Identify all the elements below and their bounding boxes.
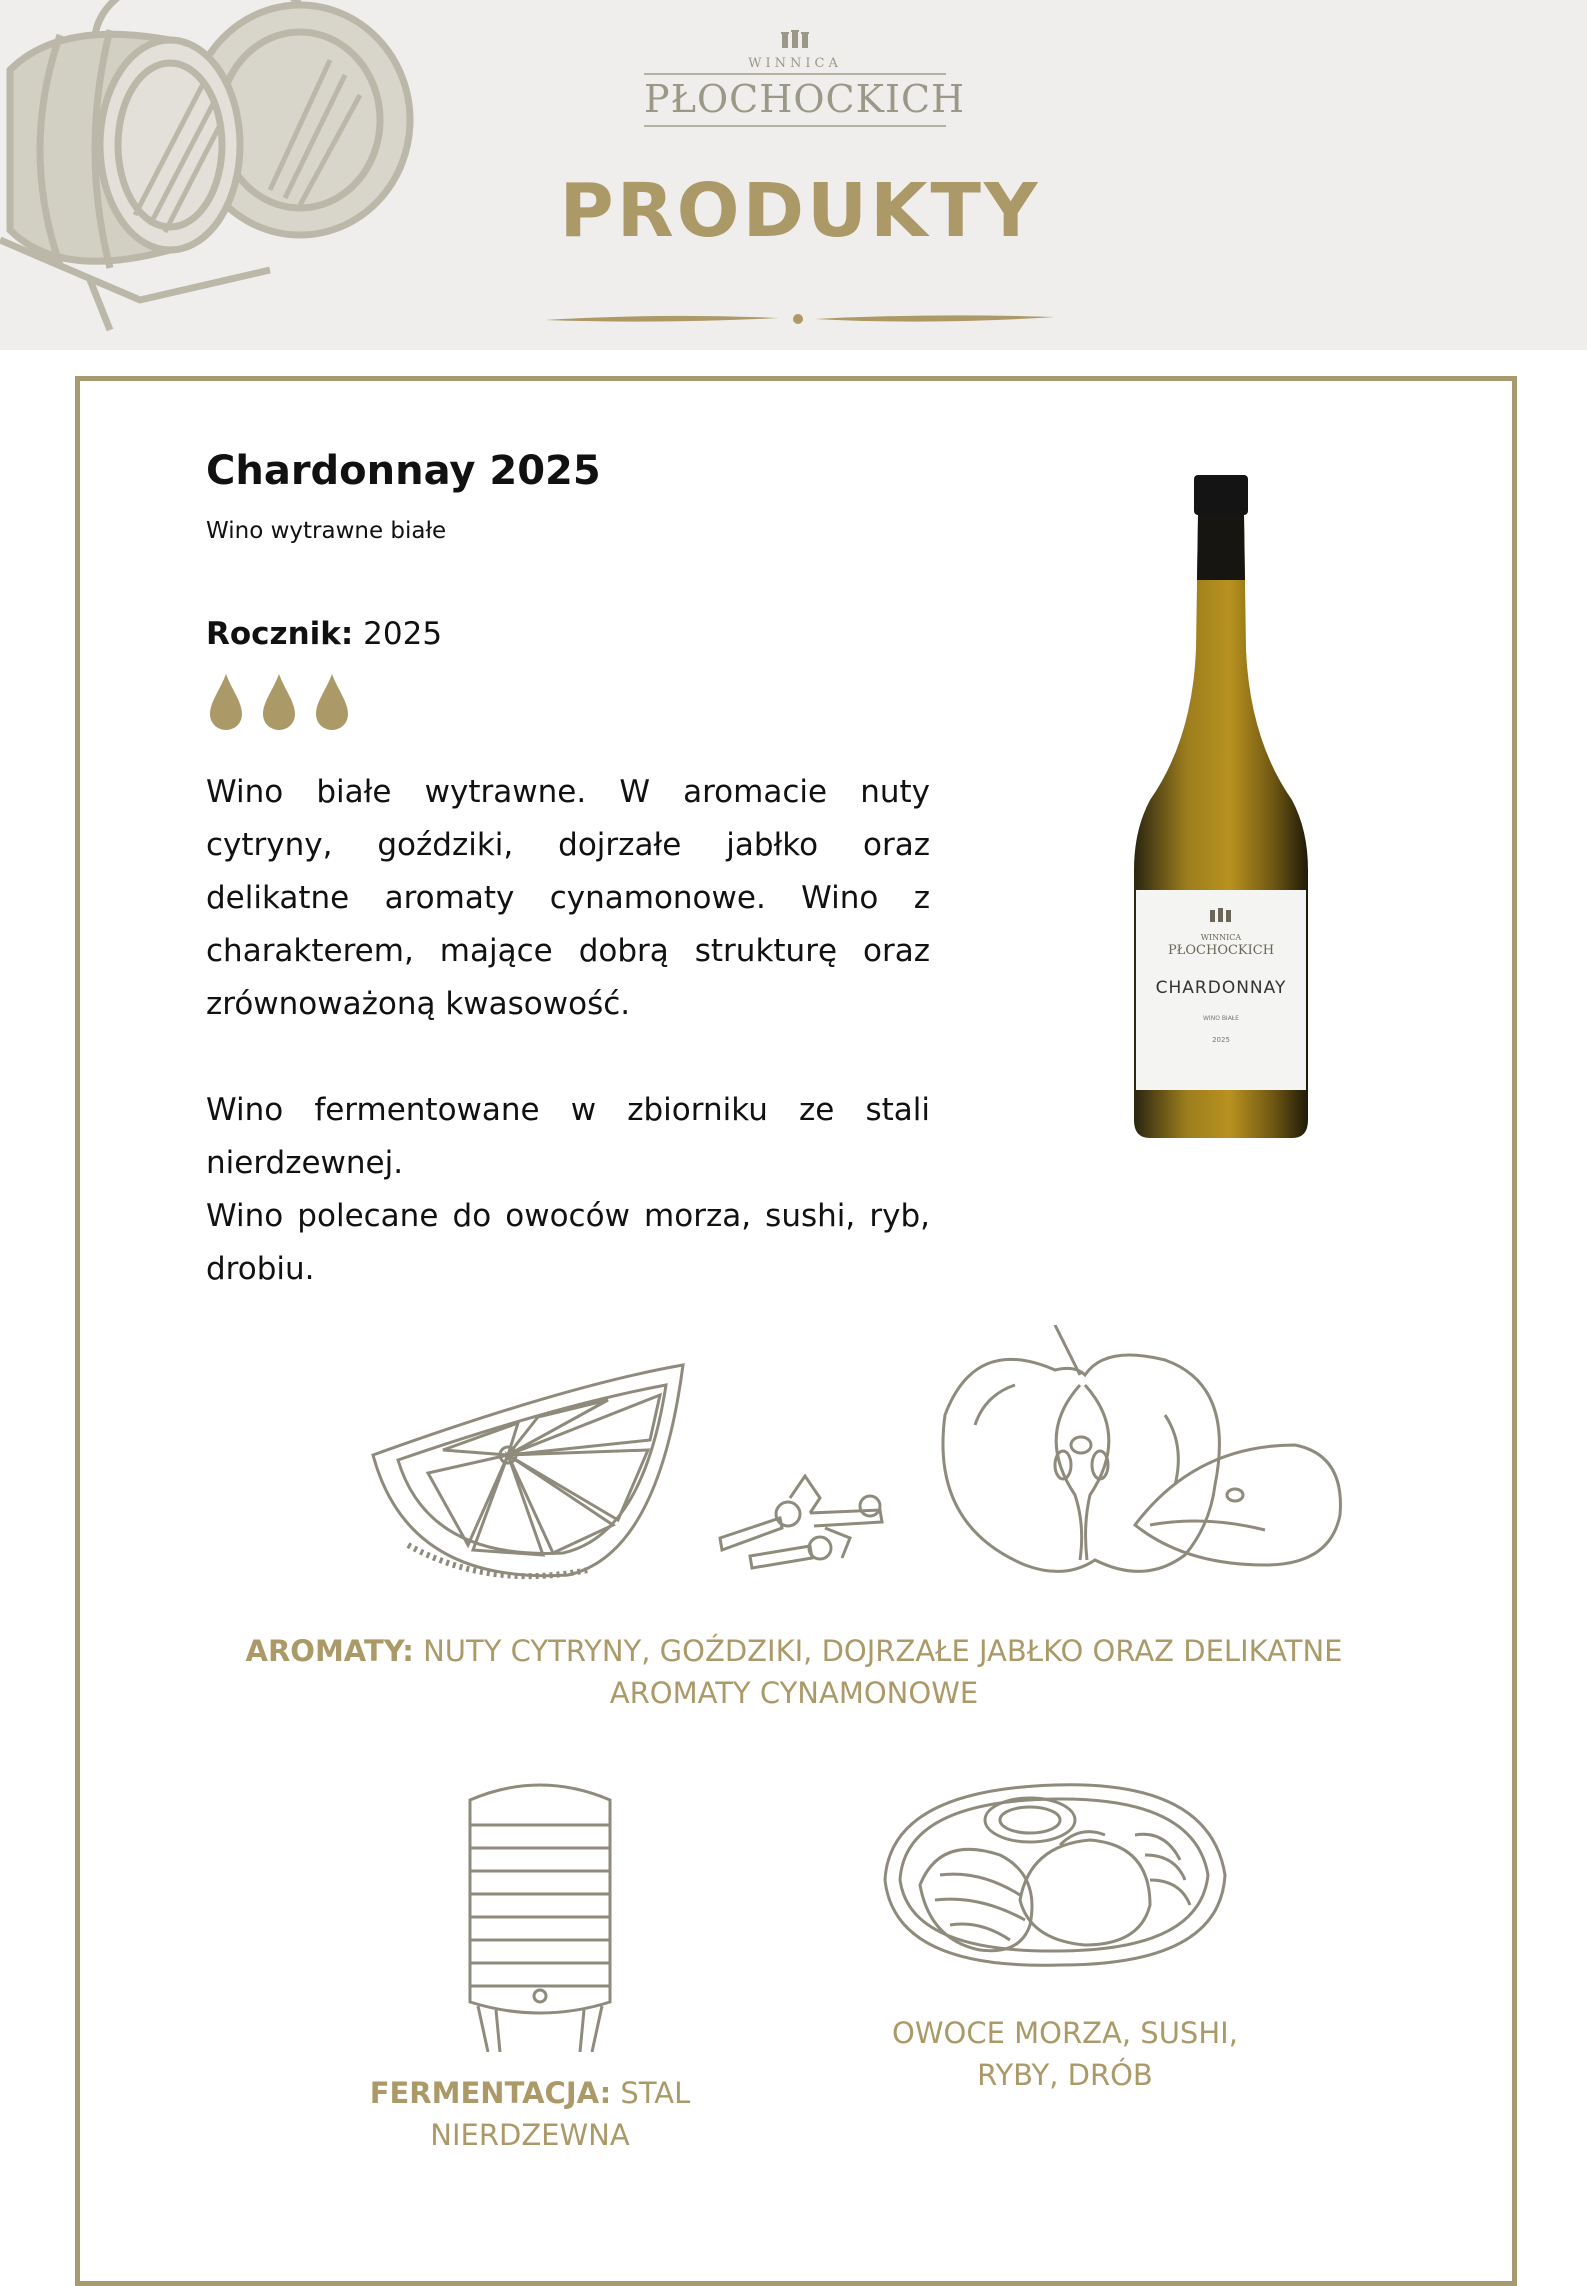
brand-small-text: WINNICA xyxy=(748,56,842,71)
drop-icon xyxy=(263,674,295,730)
bottle-brand-main: PŁOCHOCKICH xyxy=(1167,943,1275,958)
description-paragraph-1: Wino białe wytrawne. W aromacie nuty cytryny, goździki, dojrzałe jabłko oraz delikatne aromaty cynamonowe. Wino z charakterem, mające dobrą strukturę oraz zrównoważoną kwasowość. xyxy=(206,774,930,1022)
brand-main-text: PŁOCHOCKICH xyxy=(644,73,946,127)
description-paragraph-2: Wino fermentowane w zbiorniku ze stali nierdzewnej. xyxy=(206,1092,930,1181)
bottle-variety: CHARDONNAY xyxy=(1155,978,1287,998)
wine-barrels-illustration xyxy=(0,0,440,340)
aromas-text: NUTY CYTRYNY, GOŹDZIKI, DOJRZAŁE JABŁKO ORAZ DELIKATNE AROMATY CYNAMONOWE xyxy=(423,1634,1343,1710)
bottle-type: WINO BIAŁE xyxy=(1203,1015,1239,1022)
fermentation-label: FERMENTACJA: xyxy=(369,2076,612,2110)
description-paragraph-3: Wino polecane do owoców morza, sushi, ryb, drobiu. xyxy=(206,1198,930,1287)
product-description xyxy=(206,766,930,1296)
aromas-caption xyxy=(240,1630,1348,1714)
vintage-label: Rocznik: xyxy=(206,616,354,652)
lemon-slice-illustration xyxy=(368,1355,688,1595)
drop-icon xyxy=(210,674,242,730)
pairing-caption: OWOCE MORZA, SUSHI, RYBY, DRÓB xyxy=(892,2016,1238,2092)
food-plate-illustration xyxy=(880,1775,1230,1975)
product-name: Chardonnay 2025 xyxy=(206,448,601,494)
vintage xyxy=(206,616,442,652)
aromas-label: AROMATY: xyxy=(245,1634,414,1668)
bottle-brand-small: WINNICA xyxy=(1200,933,1242,942)
header-band xyxy=(0,0,1587,350)
vintage-value: 2025 xyxy=(363,616,443,652)
product-subtitle: Wino wytrawne białe xyxy=(206,518,447,544)
cloves-illustration xyxy=(710,1468,900,1578)
page-title: PRODUKTY xyxy=(559,168,1041,254)
title-divider xyxy=(540,300,1060,340)
sweetness-drops xyxy=(206,672,366,732)
steel-tank-illustration xyxy=(460,1770,620,2052)
apple-illustration xyxy=(935,1325,1345,1585)
fermentation-caption xyxy=(340,2072,720,2156)
wine-bottle-image xyxy=(1132,470,1310,1140)
fermentation-text: STAL NIERDZEWNA xyxy=(430,2076,691,2152)
bottle-year: 2025 xyxy=(1212,1036,1230,1044)
drop-icon xyxy=(316,674,348,730)
brand-logo xyxy=(630,30,966,127)
castle-towers-icon xyxy=(780,30,810,48)
